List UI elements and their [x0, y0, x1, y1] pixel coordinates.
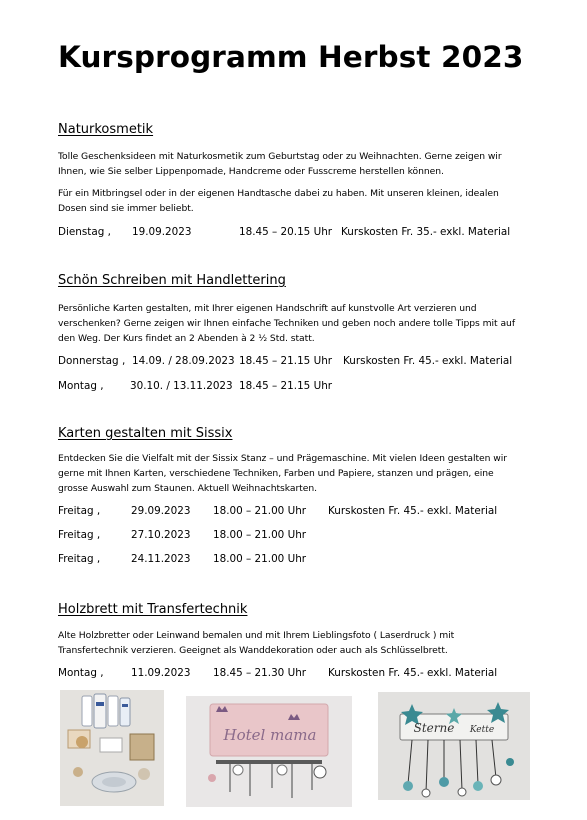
schedule-day: Freitag , — [58, 529, 101, 541]
photo-sterne-kette — [378, 692, 530, 800]
schedule-day: Freitag , — [58, 505, 101, 517]
schedule-time: 18.45 – 21.15 Uhr — [239, 380, 333, 392]
schedule-date: 27.10.2023 — [131, 529, 191, 541]
schedule-row — [58, 665, 518, 681]
schedule-row — [58, 378, 518, 394]
section-description: Persönliche Karten gestalten, mit Ihrer eigenen Handschrift auf kunstvolle Art verzieren und verschenken? Gerne zeigen wir Ihnen einfache Techniken und geben noch andere tolle Tipps mit auf den Weg. Der Kurs findet an 2 Abenden à 2 ½ Std. statt. — [58, 303, 516, 344]
schedule-cost: Kurskosten Fr. 45.- exkl. Material — [328, 667, 498, 679]
sterne-sign: Sterne — [413, 721, 455, 735]
schedule-date: 14.09. / 28.09.2023 — [132, 355, 235, 367]
schedule-cost: Kurskosten Fr. 45.- exkl. Material — [328, 505, 498, 517]
section-description: Tolle Geschenksideen mit Naturkosmetik zum Geburtstag oder zu Weihnachten. Gerne zeigen wir Ihnen, wie Sie selber Lippenpomade, Handcreme oder Fusscreme herstellen können. — [58, 151, 502, 177]
hotel-mama-sign: Hotel mama — [223, 726, 317, 744]
schedule-time: 18.45 – 20.15 Uhr — [239, 226, 333, 238]
section-heading: Naturkosmetik — [58, 122, 154, 137]
schedule-cost: Kurskosten Fr. 45.- exkl. Material — [343, 355, 513, 367]
schedule-date: 19.09.2023 — [132, 226, 192, 238]
photo-hotel-mama — [186, 696, 352, 807]
schedule-day: Montag , — [58, 667, 104, 679]
schedule-time: 18.00 – 21.00 Uhr — [213, 505, 307, 517]
section-heading: Schön Schreiben mit Handlettering — [58, 273, 286, 288]
schedule-row — [58, 224, 518, 240]
section-holzbrett — [58, 602, 518, 681]
schedule-day: Donnerstag , — [58, 355, 126, 367]
section-karten-gestalten — [58, 426, 518, 567]
section-description: Alte Holzbretter oder Leinwand bemalen und mit Ihrem Lieblingsfoto ( Laserdruck ) mit Transfertechnik verzieren. Geeignet als Wanddekoration oder auch als Schlüsselbrett. — [58, 630, 455, 656]
schedule-time: 18.00 – 21.00 Uhr — [213, 553, 307, 565]
schedule-date: 29.09.2023 — [131, 505, 191, 517]
schedule-date: 11.09.2023 — [131, 667, 191, 679]
schedule-row — [58, 551, 518, 567]
section-heading: Karten gestalten mit Sissix — [58, 426, 233, 441]
schedule-time: 18.00 – 21.00 Uhr — [213, 529, 307, 541]
section-description: Für ein Mitbringsel oder in der eigenen Handtasche dabei zu haben. Mit unseren kleinen, idealen Dosen sind sie immer beliebt. — [58, 188, 499, 214]
section-naturkosmetik — [58, 122, 518, 240]
section-description: Entdecken Sie die Vielfalt mit der Sissix Stanz – und Prägemaschine. Mit vielen Ideen gestalten wir gerne mit Ihnen Karten, verschiedene Techniken, Farben und Papiere, stanzen und prägen, eine grosse Auswahl zum Staunen. Aktuell Weihnachtskarten. — [58, 453, 507, 494]
schedule-row — [58, 503, 518, 519]
schedule-time: 18.45 – 21.15 Uhr — [239, 355, 333, 367]
schedule-day: Freitag , — [58, 553, 101, 565]
schedule-row — [58, 527, 518, 543]
page-title: Kursprogramm Herbst 2023 — [58, 40, 524, 74]
schedule-row — [58, 353, 518, 369]
schedule-cost: Kurskosten Fr. 35.- exkl. Material — [341, 226, 511, 238]
section-handlettering — [58, 273, 518, 394]
schedule-day: Montag , — [58, 380, 104, 392]
sterne-sign-sub: Kette — [469, 725, 495, 735]
schedule-time: 18.45 – 21.30 Uhr — [213, 667, 307, 679]
schedule-day: Dienstag , — [58, 226, 111, 238]
schedule-date: 24.11.2023 — [131, 553, 191, 565]
photo-naturkosmetik — [60, 690, 164, 806]
section-heading: Holzbrett mit Transfertechnik — [58, 602, 248, 617]
schedule-date: 30.10. / 13.11.2023 — [130, 380, 233, 392]
